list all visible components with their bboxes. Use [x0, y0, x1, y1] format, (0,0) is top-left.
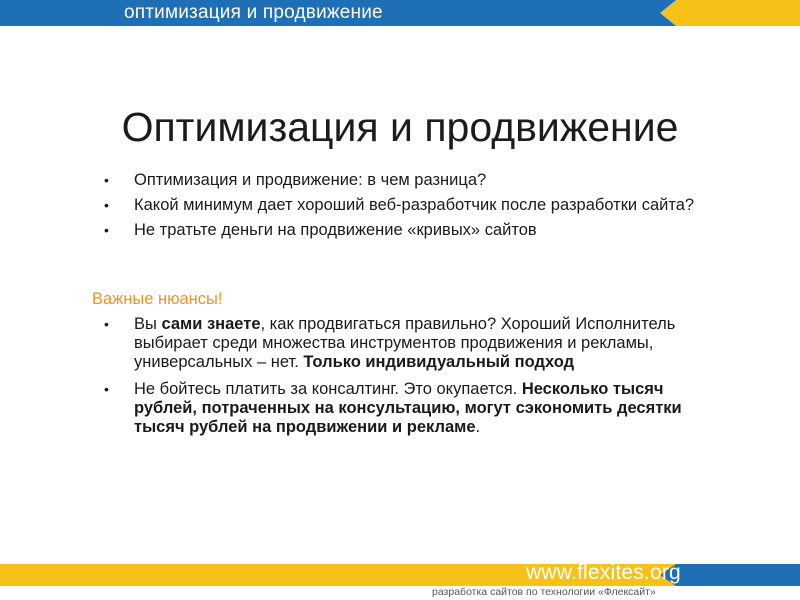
list-item: [104, 196, 704, 215]
list-item: [104, 221, 704, 240]
top-banner: [0, 0, 800, 26]
bullet-icon: •: [104, 316, 109, 332]
section-heading: Важные нюансы!: [92, 290, 223, 308]
nuance-text-bold: Только индивидуальный подход: [303, 353, 575, 371]
nuance-text-plain: Не бойтесь платить за консалтинг. Это окупается.: [134, 380, 522, 398]
footer-tagline: разработка сайтов по технологии «Флексайт»: [432, 586, 656, 598]
nuance-text-bold: сами знаете: [161, 315, 261, 333]
footer-url[interactable]: www.flexites.org: [526, 561, 681, 584]
nuance-text-plain: , как продвигаться правильно? Хороший Исполнитель выбирает среди множества инструментов продвижения и рекламы, универсальных – нет.: [134, 315, 676, 371]
bullet-icon: •: [104, 197, 109, 213]
nuances-bullet-list: [104, 315, 719, 445]
bullet-icon: •: [104, 172, 109, 188]
bullet-icon: •: [104, 222, 109, 238]
list-item-text: Не тратьте деньги на продвижение «кривых» сайтов: [134, 221, 537, 239]
list-item: [104, 380, 719, 437]
list-item-text: Оптимизация и продвижение: в чем разница?: [134, 171, 487, 189]
list-item-text: Какой минимум дает хороший веб-разработчик после разработки сайта?: [134, 196, 695, 214]
slide-title: Оптимизация и продвижение: [121, 104, 679, 150]
bottom-banner: [0, 558, 800, 600]
list-item: [104, 315, 719, 372]
nuance-text-plain: Вы: [134, 315, 162, 333]
top-banner-yellow-arrow: [660, 0, 800, 26]
nuance-text-bold: Несколько тысяч рублей, потраченных на консультацию, могут сэкономить десятки тысяч рублей на продвижении и рекламе: [134, 380, 682, 436]
bullet-icon: •: [104, 381, 109, 397]
nuance-text-plain: .: [475, 418, 481, 436]
main-bullet-list: [104, 171, 704, 246]
bottom-banner-blue-arrow: [660, 564, 800, 586]
list-item: [104, 171, 704, 190]
banner-title: оптимизация и продвижение: [124, 2, 383, 23]
